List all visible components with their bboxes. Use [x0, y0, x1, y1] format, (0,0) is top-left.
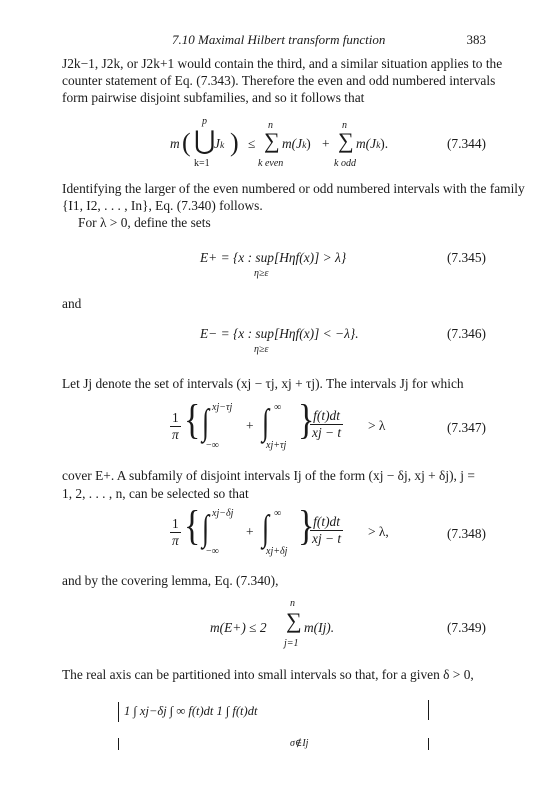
paragraph-3-line-1: Let Jj denote the set of intervals (xj − τj, xj + τj). The intervals Jj for which	[62, 376, 464, 391]
equation-number-7-348: (7.348)	[446, 526, 486, 541]
equation-number-7-346: (7.346)	[446, 326, 486, 341]
partial-eq-left-bar-lower	[118, 738, 119, 750]
eq344-m: m	[170, 136, 180, 151]
equation-number-7-349: (7.349)	[446, 620, 486, 635]
eq348-pi: π	[172, 533, 179, 548]
partial-eq-left-bar	[118, 702, 119, 722]
partial-equation-top: 1 ∫ xj−δj ∫ ∞ f(t)dt 1 ∫ f(t)dt	[124, 704, 258, 718]
eq344-term2-close: ).	[380, 136, 389, 151]
eq349-lhs: m(E+) ≤ 2	[210, 620, 267, 635]
eq344-sum1-upper: n	[268, 120, 273, 131]
eq347-pi: π	[172, 427, 179, 442]
eq349-sum-lower: j=1	[284, 638, 299, 649]
eq349-sum: ∑	[286, 608, 302, 633]
eq344-sum2-lower: k odd	[334, 158, 356, 169]
eq344-J: J	[214, 136, 220, 151]
eq344-lower-limit: k=1	[194, 158, 210, 169]
eq349-sum-upper: n	[290, 598, 295, 609]
eq347-rhs: > λ	[368, 418, 386, 433]
partial-eq-right-bar-lower	[428, 738, 429, 750]
eq344-le: ≤	[248, 136, 256, 151]
paragraph-6-line-1: The real axis can be partitioned into small intervals so that, for a given δ > 0,	[62, 667, 474, 682]
eq344-term2: m(J	[356, 136, 377, 151]
equation-number-7-344: (7.344)	[446, 136, 486, 151]
partial-equation-subscript: σ∉Ij	[290, 738, 309, 749]
eq347-int2-upper: ∞	[274, 402, 282, 413]
eq346-sup-subscript: η≥ε	[254, 344, 269, 355]
eq347-numerator: f(t)dt	[310, 408, 343, 425]
eq348-int2-lower: xj+δj	[266, 546, 288, 557]
eq347-int1-upper: xj−τj	[212, 402, 233, 413]
page-number: 383	[466, 32, 486, 47]
paragraph-2-line-1: Identifying the larger of the even numbered or odd numbered intervals with the family	[62, 181, 525, 196]
eq347-int2-lower: xj+τj	[266, 440, 287, 451]
eq348-int1-upper: xj−δj	[212, 508, 234, 519]
partial-eq-right-bar	[428, 700, 429, 720]
eq344-term2-sub: k	[376, 141, 381, 151]
eq344-upper-limit: p	[202, 116, 207, 127]
eq344-term1: m(J	[282, 136, 303, 151]
eq344-term1-close: )	[306, 136, 311, 151]
paragraph-1-line-2: counter statement of Eq. (7.343). Therefore the even and odd numbered intervals	[62, 73, 496, 88]
eq349-term: m(Ij).	[304, 620, 335, 635]
paragraph-1-line-3: form pairwise disjoint subfamilies, and so it follows that	[62, 90, 365, 105]
equation-number-7-345: (7.345)	[446, 250, 486, 265]
eq347-int1-lower: −∞	[206, 440, 219, 451]
eq344-sum1: ∑	[264, 128, 280, 153]
eq347-one: 1	[170, 410, 181, 427]
eq344-union-symbol: ⋃	[194, 126, 216, 155]
equation-7-346: E− = {x : sup[Hηf(x)] < −λ}.	[200, 326, 359, 341]
eq347-denominator: xj − t	[312, 425, 342, 440]
eq344-plus: +	[322, 136, 330, 151]
eq348-int1-lower: −∞	[206, 546, 219, 557]
equation-7-345: E+ = {x : sup[Hηf(x)] > λ}	[200, 250, 347, 265]
eq344-sum2-upper: n	[342, 120, 347, 131]
eq348-int2-upper: ∞	[274, 508, 282, 519]
paragraph-4-line-2: 1, 2, . . . , n, can be selected so that	[62, 486, 249, 501]
paragraph-4-line-1: cover E+. A subfamily of disjoint intervals Ij of the form (xj − δj, xj + δj), j =	[62, 468, 475, 483]
eq344-sum1-lower: k even	[258, 158, 284, 169]
running-title: 7.10 Maximal Hilbert transform function	[172, 32, 386, 47]
equation-7-347: $\frac{1}{\pi}$ { ∫ xj−τj −∞ + ∫ ∞ xj+τj } $\frac{f(t)dt}{xj - t}$ > λ	[172, 397, 386, 451]
eq348-one: 1	[170, 516, 181, 533]
equation-7-349	[210, 598, 370, 654]
eq348-numerator: f(t)dt	[310, 514, 343, 531]
paragraph-2-line-2: {I1, I2, . . . , In}, Eq. (7.340) follows.	[62, 198, 263, 213]
paragraph-1-line-1: J2k−1, J2k, or J2k+1 would contain the third, and a similar situation applies to the	[62, 56, 503, 71]
eq344-sum2: ∑	[338, 128, 354, 153]
connector-and: and	[62, 296, 82, 311]
equation-7-348: $\frac{1}{\pi}$ { ∫ xj−δj −∞ + ∫ ∞ xj+δj } $\frac{f(t)dt}{xj - t}$ > λ,	[172, 503, 389, 557]
eq344-J-sub: k	[219, 141, 225, 151]
eq348-denominator: xj − t	[312, 531, 342, 546]
eq345-sup-subscript: η≥ε	[254, 268, 269, 279]
paragraph-5-line-1: and by the covering lemma, Eq. (7.340),	[62, 573, 279, 588]
paragraph-2-line-3: For λ > 0, define the sets	[78, 215, 211, 230]
equation-number-7-347: (7.347)	[446, 420, 486, 435]
eq348-rhs: > λ,	[368, 524, 389, 539]
eq344-term1-sub: k	[302, 141, 307, 151]
